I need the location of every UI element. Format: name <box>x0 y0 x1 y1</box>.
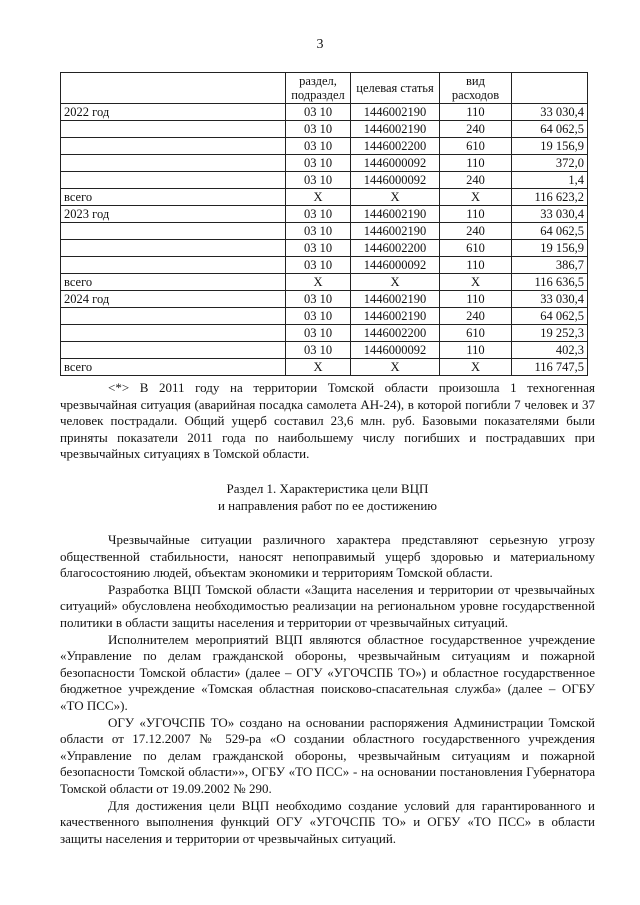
table-row <box>61 240 588 257</box>
cell-statya: Х <box>351 274 440 291</box>
paragraph: Исполнителем мероприятий ВЦП являются областное государственное учреждение «Управление по делам гражданской обороны, чрезвычайным ситуациям и пожарной безопасности Томской области» (далее – ОГУ «УГОЧСПБ ТО») и областное государственное бюджетное учреждение «Томская областная поисково-спасательная служба» (далее – ОГБУ «ТО ПСС»). <box>60 631 595 713</box>
cell-razdel: 03 10 <box>286 138 351 155</box>
cell-razdel: 03 10 <box>286 291 351 308</box>
cell-sum: 1,4 <box>512 172 588 189</box>
cell-razdel: Х <box>286 274 351 291</box>
body-text <box>60 532 595 847</box>
cell-razdel: 03 10 <box>286 172 351 189</box>
cell-vid: 240 <box>440 121 512 138</box>
cell-sum: 116 623,2 <box>512 189 588 206</box>
cell-razdel: 03 10 <box>286 223 351 240</box>
cell-statya: 1446002190 <box>351 308 440 325</box>
footnote-text: <*> В 2011 году на территории Томской области произошла 1 техногенная чрезвычайная ситуация (аварийная посадка самолета АН-24), в которой погибли 7 человек и 37 человек пострадали. Общий ущерб составил 23,6 млн. руб. Базовыми показателями были приняты показатели 2011 года по наибольшему числу погибших и пострадавших при чрезвычайных ситуациях в Томской области. <box>60 380 595 462</box>
table-row <box>61 359 588 376</box>
cell-sum: 116 747,5 <box>512 359 588 376</box>
cell-sum: 402,3 <box>512 342 588 359</box>
table-row <box>61 138 588 155</box>
cell-razdel: 03 10 <box>286 155 351 172</box>
table-row <box>61 189 588 206</box>
table-row <box>61 172 588 189</box>
table-row <box>61 206 588 223</box>
header-sum-empty <box>512 73 588 104</box>
paragraph: ОГУ «УГОЧСПБ ТО» создано на основании распоряжения Администрации Томской области от 17.12.2007 № 529-ра «О создании областного государственного учреждения «Управление по делам гражданской обороны, чрезвычайным ситуациям и пожарной безопасности Томской области»», ОГБУ «ТО ПСС» - на основании постановления Губернатора Томской области от 19.09.2002 № 290. <box>60 714 595 796</box>
table-row <box>61 121 588 138</box>
cell-sum: 33 030,4 <box>512 291 588 308</box>
cell-razdel: Х <box>286 359 351 376</box>
cell-vid: Х <box>440 274 512 291</box>
table-row <box>61 274 588 291</box>
table-row <box>61 257 588 274</box>
cell-label <box>61 257 286 274</box>
budget-table <box>60 72 588 376</box>
cell-sum: 386,7 <box>512 257 588 274</box>
cell-statya: 1446000092 <box>351 342 440 359</box>
cell-vid: 240 <box>440 223 512 240</box>
table-row <box>61 308 588 325</box>
cell-statya: 1446000092 <box>351 257 440 274</box>
cell-vid: Х <box>440 359 512 376</box>
cell-vid: 110 <box>440 155 512 172</box>
cell-label: 2022 год <box>61 104 286 121</box>
cell-statya: 1446002200 <box>351 240 440 257</box>
cell-label: всего <box>61 274 286 291</box>
table-row <box>61 342 588 359</box>
cell-sum: 33 030,4 <box>512 104 588 121</box>
cell-vid: Х <box>440 189 512 206</box>
table-row <box>61 104 588 121</box>
cell-razdel: 03 10 <box>286 240 351 257</box>
cell-label: 2023 год <box>61 206 286 223</box>
cell-sum: 33 030,4 <box>512 206 588 223</box>
cell-vid: 610 <box>440 138 512 155</box>
cell-vid: 240 <box>440 308 512 325</box>
cell-label: всего <box>61 359 286 376</box>
cell-statya: Х <box>351 189 440 206</box>
cell-sum: 19 156,9 <box>512 240 588 257</box>
cell-vid: 610 <box>440 240 512 257</box>
header-empty-cell <box>61 73 286 104</box>
cell-razdel: 03 10 <box>286 308 351 325</box>
cell-razdel: 03 10 <box>286 121 351 138</box>
table-row <box>61 155 588 172</box>
cell-razdel: 03 10 <box>286 104 351 121</box>
cell-label <box>61 138 286 155</box>
cell-label <box>61 172 286 189</box>
header-razdel: раздел, подраздел <box>286 73 351 104</box>
paragraph: Чрезвычайные ситуации различного характера представляют серьезную угрозу общественной стабильности, наносят непоправимый ущерб здоровью и материальному благосостоянию людей, объектам экономики и территориям Томской области. <box>60 532 595 581</box>
table-row <box>61 325 588 342</box>
cell-sum: 19 252,3 <box>512 325 588 342</box>
cell-statya: 1446002200 <box>351 138 440 155</box>
cell-razdel: Х <box>286 189 351 206</box>
paragraph: Для достижения цели ВЦП необходимо создание условий для гарантированного и качественного выполнения функций ОГУ «УГОЧСПБ ТО» и ОГБУ «ТО ПСС» в области защиты населения и территории от чрезвычайных ситуаций. <box>60 797 595 846</box>
cell-label <box>61 121 286 138</box>
cell-label <box>61 223 286 240</box>
cell-statya: 1446000092 <box>351 155 440 172</box>
cell-sum: 372,0 <box>512 155 588 172</box>
page-number: 3 <box>316 37 324 52</box>
cell-statya: 1446002190 <box>351 291 440 308</box>
cell-sum: 64 062,5 <box>512 121 588 138</box>
cell-statya: 1446000092 <box>351 172 440 189</box>
cell-razdel: 03 10 <box>286 206 351 223</box>
cell-vid: 240 <box>440 172 512 189</box>
footnote <box>60 380 595 463</box>
cell-label <box>61 155 286 172</box>
table-row <box>61 223 588 240</box>
cell-sum: 19 156,9 <box>512 138 588 155</box>
cell-label <box>61 240 286 257</box>
cell-label <box>61 325 286 342</box>
paragraph: Разработка ВЦП Томской области «Защита населения и территории от чрезвычайных ситуаций» обусловлена необходимостью реализации на региональном уровне государственной политики в области защиты населения и территории от чрезвычайных ситуаций. <box>60 581 595 630</box>
cell-sum: 64 062,5 <box>512 223 588 240</box>
header-statya: целевая статья <box>351 73 440 104</box>
cell-label <box>61 342 286 359</box>
cell-statya: Х <box>351 359 440 376</box>
cell-label: всего <box>61 189 286 206</box>
cell-vid: 110 <box>440 342 512 359</box>
cell-razdel: 03 10 <box>286 257 351 274</box>
cell-razdel: 03 10 <box>286 325 351 342</box>
cell-statya: 1446002190 <box>351 121 440 138</box>
header-vid: вид расходов <box>440 73 512 104</box>
cell-label <box>61 308 286 325</box>
cell-statya: 1446002200 <box>351 325 440 342</box>
cell-vid: 610 <box>440 325 512 342</box>
cell-label: 2024 год <box>61 291 286 308</box>
cell-statya: 1446002190 <box>351 206 440 223</box>
section-title-line-1: Раздел 1. Характеристика цели ВЦП <box>226 481 429 496</box>
cell-sum: 64 062,5 <box>512 308 588 325</box>
cell-vid: 110 <box>440 291 512 308</box>
cell-sum: 116 636,5 <box>512 274 588 291</box>
table-row <box>61 291 588 308</box>
cell-vid: 110 <box>440 257 512 274</box>
section-title <box>60 480 595 514</box>
cell-razdel: 03 10 <box>286 342 351 359</box>
cell-vid: 110 <box>440 206 512 223</box>
table-header-row <box>61 73 588 104</box>
table-body <box>61 104 588 376</box>
section-title-line-2: и направления работ по ее достижению <box>217 498 438 513</box>
cell-statya: 1446002190 <box>351 104 440 121</box>
cell-statya: 1446002190 <box>351 223 440 240</box>
cell-vid: 110 <box>440 104 512 121</box>
